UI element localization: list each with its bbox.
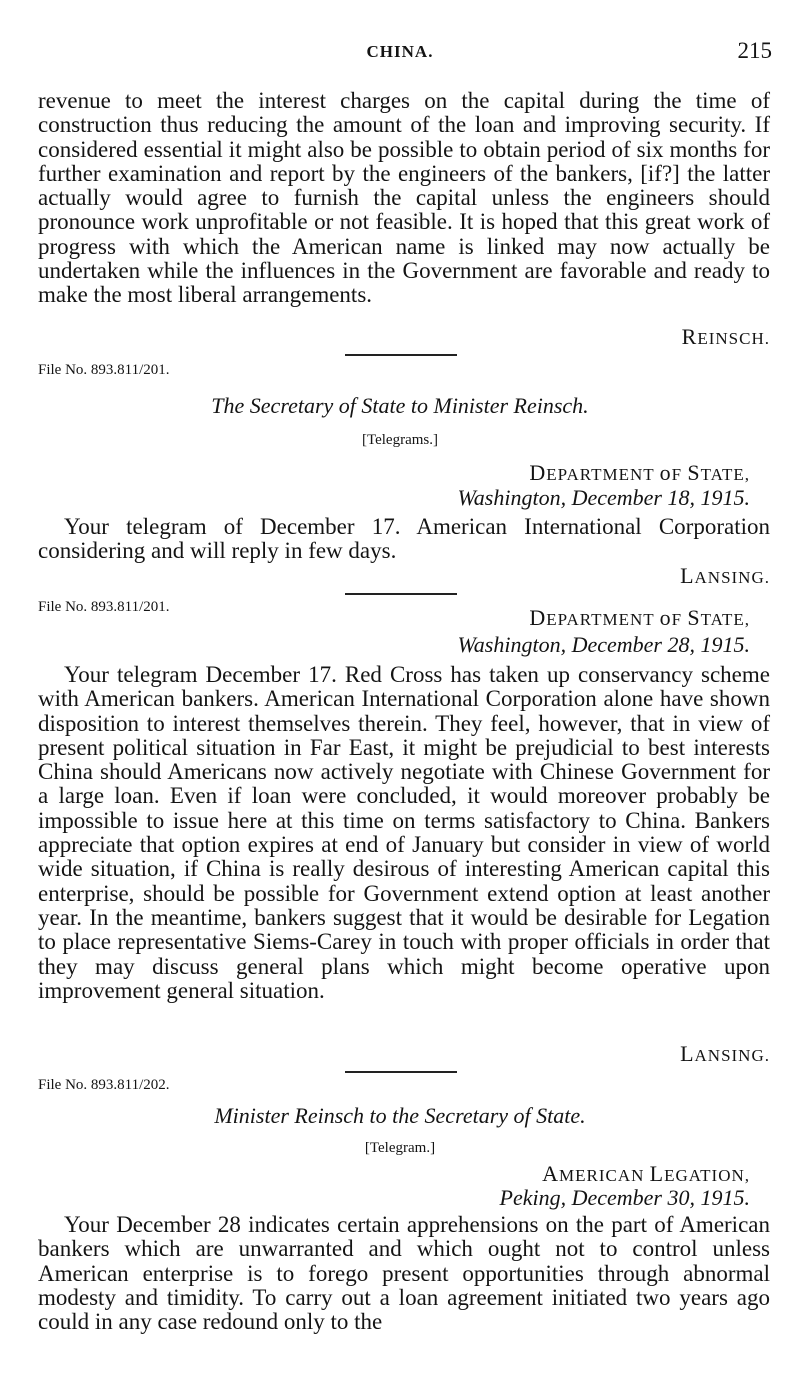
page-number: 215: [737, 38, 772, 63]
office-line: [529, 605, 750, 631]
place-date: Washington, December 28, 1915.: [457, 632, 750, 657]
office-text: DEPARTMENT oF STATE,: [529, 460, 750, 485]
office-text: DEPARTMENT oF STATE,: [529, 605, 750, 630]
document-body: Your December 28 indicates certain apprehensions on the part of American bankers which are unwarranted and which ought not to control unless American enterprise is to forego present opportunities through abnormal modesty and timidity. To carry out a loan agreement initiated two years ago could in any case redound only to the: [38, 1212, 770, 1335]
section-rule: [345, 593, 457, 595]
place-date: Washington, December 18, 1915.: [457, 485, 750, 510]
telegram-note: [Telegrams.]: [362, 432, 438, 448]
signature-text: LANSING.: [680, 563, 770, 588]
office-text: AMERICAN LEGATION,: [542, 1161, 750, 1186]
signature-text: LANSING.: [680, 1041, 770, 1066]
file-number: File No. 893.811/202.: [38, 1077, 170, 1093]
section-rule: [345, 354, 457, 356]
file-number: File No. 893.811/201.: [38, 362, 170, 378]
document-heading: Minister Reinsch to the Secretary of State.: [214, 1103, 586, 1128]
intro-paragraph: revenue to meet the interest charges on the capital during the time of construction thus reducing the amount of the loan and improving security. If considered essential it might also be possible to obtain period of six months for further examination and report by the engineers of the bankers, [if?] the latter actually would agree to furnish the capital unless the engineers should pronounce work unprofitable or not feasible. It is hoped that this great work of progress with which the American name is linked may now actually be undertaken while the influences in the Government are favorable and ready to make the most liberal arrangements.: [38, 88, 770, 308]
signature-lansing: [680, 1041, 770, 1067]
telegram-note: [Telegram.]: [364, 1140, 436, 1156]
signature-text: REINSCH.: [681, 324, 770, 349]
file-number: File No. 893.811/201.: [38, 599, 170, 615]
document-body: Your telegram December 17. Red Cross has taken up conservancy scheme with American bankers. American International Corporation alone have shown disposition to interest themselves therein. They feel, however, that in view of present political situation in Far East, it might be prejudicial to best interests China should Americans now actively negotiate with Chinese Government for a large loan. Even if loan were concluded, it would moreover probably be impossible to issue here at this time on terms satisfactory to China. Bankers appreciate that option expires at end of January but consider in view of world wide situation, if China is really desirous of interesting American capital this enterprise, should be possible for Government extend option at least another year. In the meantime, bankers suggest that it would be desirable for Legation to place representative Siems-Carey in touch with proper officials in order that they may discuss general plans which might become operative upon improvement general situation.: [38, 662, 770, 1003]
signature-reinsch: [682, 324, 770, 350]
document-body: Your telegram of December 17. American International Corporation considering and will reply in few days.: [38, 514, 770, 564]
office-line: [529, 460, 750, 486]
document-heading: The Secretary of State to Minister Reinsch.: [211, 393, 589, 418]
running-head: [0, 38, 800, 68]
place-date: Peking, December 30, 1915.: [499, 1185, 750, 1210]
signature-lansing: [680, 563, 770, 589]
section-rule: [345, 1071, 457, 1073]
running-head-title: CHINA.: [366, 42, 434, 61]
office-line: [542, 1161, 750, 1187]
